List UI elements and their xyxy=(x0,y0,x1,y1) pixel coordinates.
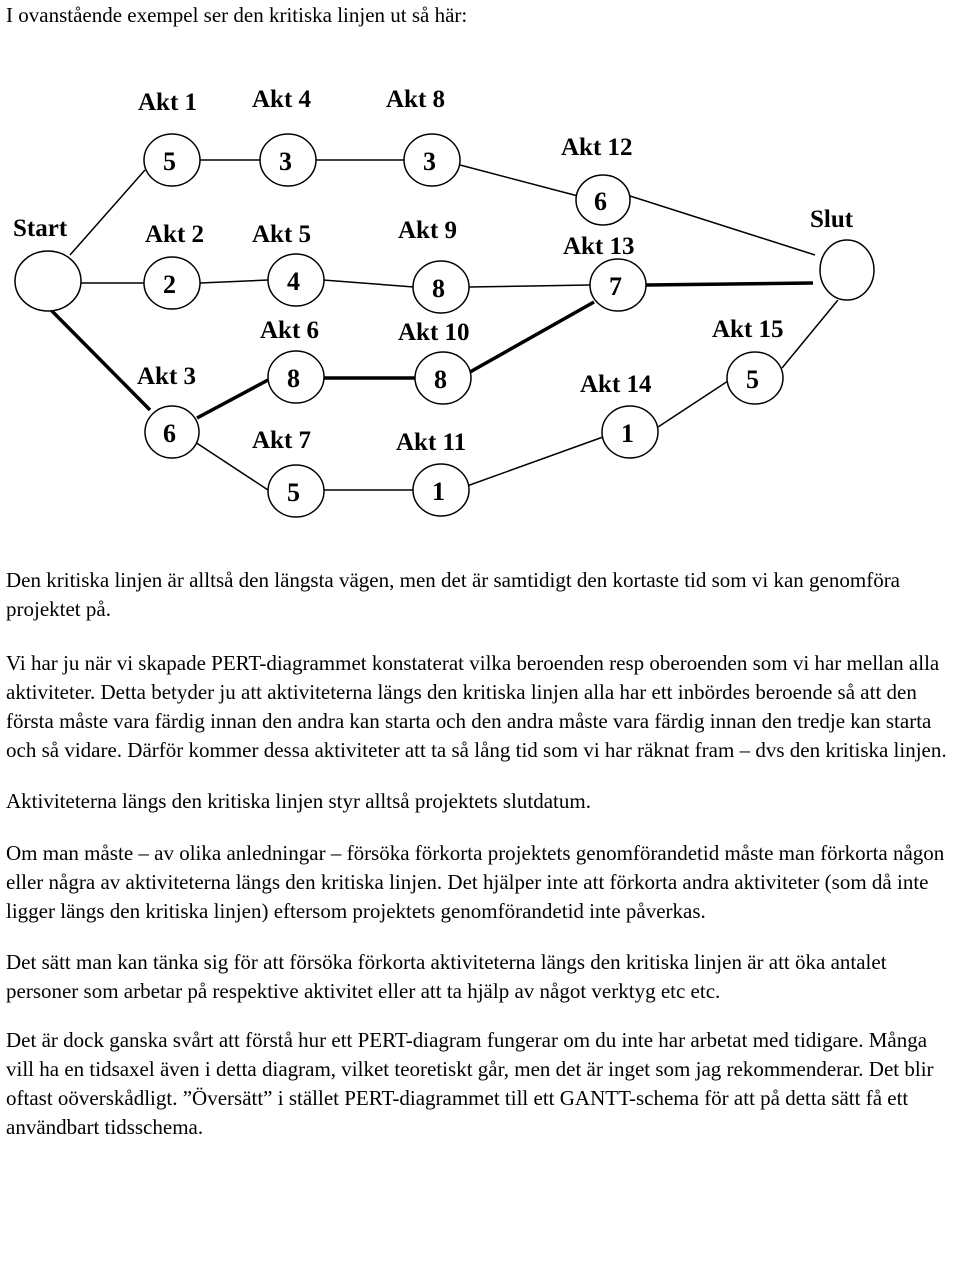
end-label: Slut xyxy=(810,206,854,233)
edge-akt8-akt12 xyxy=(460,165,578,196)
akt9-label: Akt 9 xyxy=(398,217,458,244)
akt8-value: 3 xyxy=(423,147,436,176)
akt7-value: 5 xyxy=(287,478,300,507)
akt4-label: Akt 4 xyxy=(252,86,312,113)
akt6-label: Akt 6 xyxy=(260,317,320,344)
edge-akt11-akt14 xyxy=(467,437,603,486)
paragraph-shorten: Om man måste – av olika anledningar – försöka förkorta projektets genomförandetid måste man förkorta någon eller några av aktiviteterna längs den kritiska linjen. Det hjälper inte att förkorta andra aktiviteter (som då inte ligger längs den kritiska linjen) eftersom projektets genomförandetid inte påverkas. xyxy=(6,841,945,923)
akt3-value: 6 xyxy=(163,419,176,448)
paragraph-end-date: Aktiviteterna längs den kritiska linjen styr alltså projektets slutdatum. xyxy=(6,789,591,813)
critical-edge-akt3-akt6 xyxy=(197,380,268,418)
akt15-label: Akt 15 xyxy=(712,316,784,343)
akt15-value: 5 xyxy=(746,365,759,394)
edge-akt9-akt13 xyxy=(469,285,590,287)
akt1-value: 5 xyxy=(163,147,176,176)
akt3-label: Akt 3 xyxy=(137,363,197,390)
akt5-value: 4 xyxy=(287,267,300,296)
akt9-value: 8 xyxy=(432,274,445,303)
akt11-value: 1 xyxy=(432,477,445,506)
paragraph-methods: Det sätt man kan tänka sig för att försöka förkorta aktiviteterna längs den kritiska linjen är att öka antalet personer som arbetar på respektive aktivitet eller att ta hjälp av något verktyg etc etc. xyxy=(6,950,887,1003)
start-label: Start xyxy=(13,215,68,242)
paragraph-critical-line: Den kritiska linjen är alltså den längsta vägen, men det är samtidigt den kortaste tid som vi kan genomföra projektet på. xyxy=(6,568,901,621)
akt8-label: Akt 8 xyxy=(386,86,446,113)
akt13-value: 7 xyxy=(609,272,622,301)
pert-diagram xyxy=(0,70,960,540)
akt2-value: 2 xyxy=(163,270,176,299)
critical-edge-start-akt3 xyxy=(48,307,150,410)
edge-akt2-akt5 xyxy=(200,280,268,283)
akt5-label: Akt 5 xyxy=(252,221,312,248)
intro-text: I ovanstående exempel ser den kritiska linjen ut så här: xyxy=(6,3,468,27)
akt7-label: Akt 7 xyxy=(252,427,312,454)
akt12-label: Akt 12 xyxy=(561,134,633,161)
akt13-label: Akt 13 xyxy=(563,233,635,260)
akt10-label: Akt 10 xyxy=(398,319,470,346)
critical-edge-akt10-akt13 xyxy=(470,302,594,372)
edge-start-akt1 xyxy=(70,170,145,255)
edge-akt12-slut xyxy=(630,196,815,255)
edge-akt5-akt9 xyxy=(323,280,414,287)
body-text xyxy=(6,566,956,1164)
edge-akt15-slut xyxy=(782,300,838,368)
akt14-label: Akt 14 xyxy=(580,371,652,398)
akt10-value: 8 xyxy=(434,365,447,394)
akt14-value: 1 xyxy=(621,419,634,448)
edge-akt14-akt15 xyxy=(658,381,728,427)
paragraph-dependencies: Vi har ju när vi skapade PERT-diagrammet konstaterat vilka beroenden resp oberoenden som vi har mellan alla aktiviteter. Detta betyder ju att aktiviteterna längs den kritiska linjen alla har ett inbördes beroende så att den första måste vara färdig innan den andra kan starta och den andra måste vara färdig innan den tredje kan starta och så vidare. Därför kommer dessa aktiviteter att ta så lång tid som vi har räknat fram – dvs den kritiska linjen. xyxy=(6,651,947,762)
akt6-value: 8 xyxy=(287,364,300,393)
akt12-value: 6 xyxy=(594,187,607,216)
start-node xyxy=(15,251,81,311)
akt1-label: Akt 1 xyxy=(138,89,198,116)
paragraph-gantt: Det är dock ganska svårt att förstå hur ett PERT-diagram fungerar om du inte har arbetat med tidigare. Många vill ha en tidsaxel även i detta diagram, vilket teoretiskt går, men det är inget som jag rekommenderar. Det blir oftast oöverskådligt. ”Översätt” i stället PERT-diagrammet till ett GANTT-schema för att på detta sätt få ett användbart tidsschema. xyxy=(6,1028,934,1139)
end-node xyxy=(820,240,874,300)
akt2-label: Akt 2 xyxy=(145,221,205,248)
akt4-value: 3 xyxy=(279,147,292,176)
akt11-label: Akt 11 xyxy=(396,429,467,456)
critical-edge-akt13-slut xyxy=(646,283,813,285)
